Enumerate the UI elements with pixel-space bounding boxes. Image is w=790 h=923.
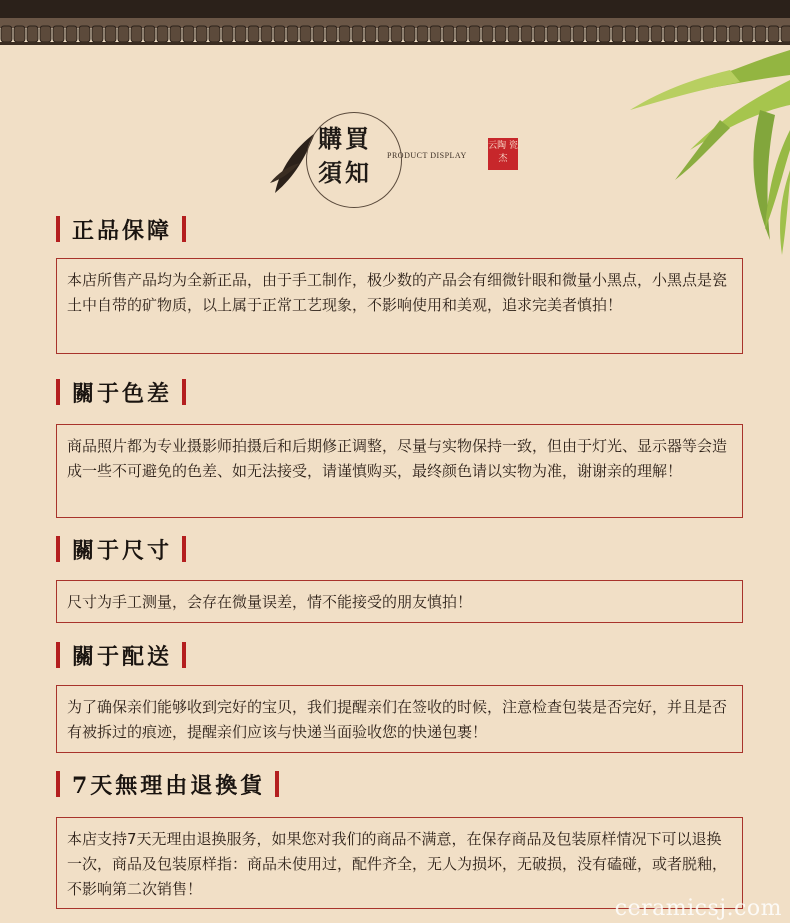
roof-tile (209, 26, 220, 42)
heading-bar-right (182, 536, 186, 562)
roof-tile (495, 26, 506, 42)
roof-tile (417, 26, 428, 42)
roof-tile (326, 26, 337, 42)
roof-tile (313, 26, 324, 42)
roof-tile (430, 26, 441, 42)
roof-tile (79, 26, 90, 42)
roof-tile (14, 26, 25, 42)
section-body-authentic: 本店所售产品均为全新正品，由于手工制作，极少数的产品会有细微针眼和微量小黑点，小黑点是瓷土中自带的矿物质，以上属于正常工艺现象，不影响使用和美观，追求完美者慎拍！ (56, 258, 743, 354)
section-title: 關于尺寸 (72, 537, 173, 564)
section-title: 關于色差 (72, 380, 173, 407)
section-heading-returns (56, 769, 279, 799)
roof-tile (92, 26, 103, 42)
roof-tile (27, 26, 38, 42)
section-body-returns: 本店支持7天无理由退换服务，如果您对我们的商品不满意，在保存商品及包装原样情况下可以退换一次，商品及包装原样指：商品未使用过，配件齐全，无人为损坏，无破损，没有磕碰，或者脱釉，不影响第二次销售！ (56, 817, 743, 909)
purchase-notice-emblem (270, 108, 530, 208)
section-heading-delivery (56, 640, 186, 670)
roof-tile (391, 26, 402, 42)
roof-tile (53, 26, 64, 42)
roof-tile (274, 26, 285, 42)
roof-tile (443, 26, 454, 42)
roof-tile (573, 26, 584, 42)
section-title: 7天無理由退換貨 (72, 772, 266, 799)
roof-tile (144, 26, 155, 42)
roof-tile (404, 26, 415, 42)
roof-tile (482, 26, 493, 42)
emblem-title-line1: 購買 (318, 124, 372, 153)
roof-tile (1, 26, 12, 42)
roof-tile (157, 26, 168, 42)
roof-tile (235, 26, 246, 42)
roof-tile (183, 26, 194, 42)
roof-tile (196, 26, 207, 42)
roof-tile (222, 26, 233, 42)
section-body-delivery: 为了确保亲们能够收到完好的宝贝，我们提醒亲们在签收的时候，注意检查包装是否完好，并且是否有被拆过的痕迹，提醒亲们应该与快递当面验收您的快递包裹！ (56, 685, 743, 753)
heading-bar-right (182, 642, 186, 668)
heading-bar-right (275, 771, 279, 797)
roof-tile (170, 26, 181, 42)
emblem-title-line2: 須知 (318, 158, 372, 187)
section-body-color: 商品照片都为专业摄影师拍摄后和后期修正调整，尽量与实物保持一致，但由于灯光、显示器等会造成一些不可避免的色差、如无法接受，请谨慎购买，最终颜色请以实物为准，谢谢亲的理解！ (56, 424, 743, 518)
roof-tile (339, 26, 350, 42)
roof-tile (534, 26, 545, 42)
section-heading-color (56, 377, 186, 407)
heading-bar-left (56, 642, 60, 668)
roof-tile (105, 26, 116, 42)
roof-tile (248, 26, 259, 42)
roof-tile (469, 26, 480, 42)
roof-tile (547, 26, 558, 42)
roof-tile (287, 26, 298, 42)
heading-bar-left (56, 216, 60, 242)
roof-tile (352, 26, 363, 42)
heading-bar-right (182, 379, 186, 405)
roof-tile (508, 26, 519, 42)
roof-tile (40, 26, 51, 42)
bamboo-leaves-icon (590, 30, 790, 260)
roof-tile (300, 26, 311, 42)
roof-tile (261, 26, 272, 42)
section-body-size: 尺寸为手工测量，会存在微量误差，情不能接受的朋友慎拍！ (56, 580, 743, 623)
roof-tile (66, 26, 77, 42)
seal-stamp: 云陶 瓷杰 (488, 138, 518, 170)
roof-tile (456, 26, 467, 42)
roof-tile (365, 26, 376, 42)
roof-tile (560, 26, 571, 42)
section-title: 關于配送 (72, 643, 173, 670)
section-heading-size (56, 534, 186, 564)
section-heading-authentic (56, 214, 186, 244)
roof-tile (118, 26, 129, 42)
section-title: 正品保障 (72, 217, 173, 244)
product-display-label: PRODUCT DISPLAY (387, 151, 467, 160)
roof-tile (521, 26, 532, 42)
heading-bar-left (56, 379, 60, 405)
heading-bar-right (182, 216, 186, 242)
emblem-title (318, 122, 398, 190)
roof-tile (378, 26, 389, 42)
heading-bar-left (56, 771, 60, 797)
watermark: ceramicsj.com (614, 896, 782, 921)
roof-tile (131, 26, 142, 42)
heading-bar-left (56, 536, 60, 562)
